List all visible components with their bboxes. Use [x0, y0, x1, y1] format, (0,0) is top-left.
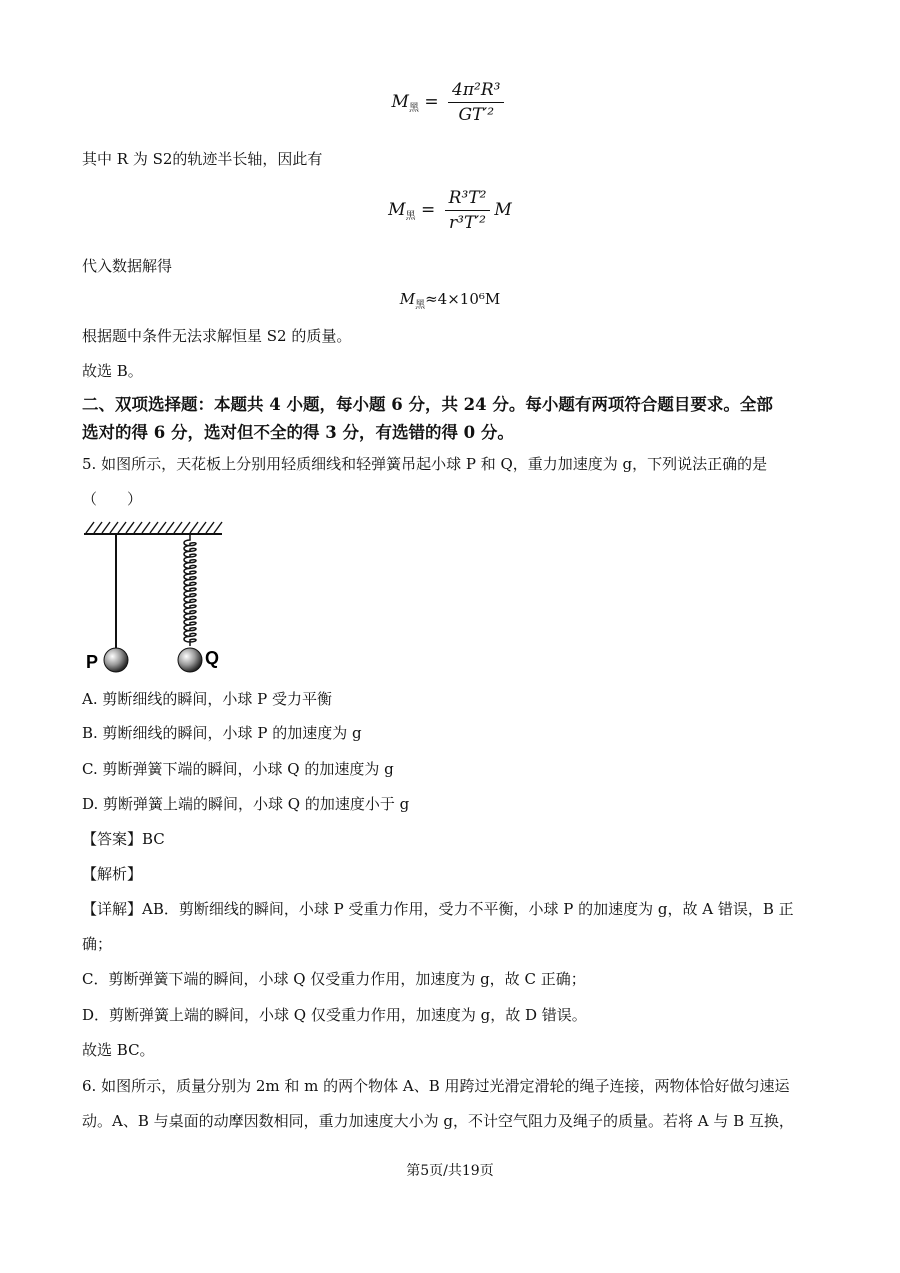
option-c: C. 剪断弹簧下端的瞬间，小球 Q 的加速度为 g	[82, 760, 394, 778]
pendulum-spring-figure	[82, 518, 242, 678]
text-line-4: 故选 B。	[82, 362, 143, 380]
formula-lhs: M	[388, 200, 406, 220]
formula-tail: M	[494, 200, 512, 220]
label-q: Q	[205, 648, 220, 668]
label-p: P	[86, 652, 99, 672]
detail-line-1: 【详解】AB．剪断细线的瞬间，小球 P 受重力作用，受力不平衡，小球 P 的加速度为 g，故 A 错误，B 正	[82, 900, 794, 918]
detail-line-3: C．剪断弹簧下端的瞬间，小球 Q 仅受重力作用，加速度为 g，故 C 正确；	[82, 970, 586, 988]
formula-black-hole-mass-1: $M_黑$ = $\frac{\text{4π²R³}}{\text{GT′²}}$	[0, 80, 900, 125]
section-title-line-1: 二、双项选择题：本题共 4 小题，每小题 6 分，共 24 分。每小题有两项符合题目要求。全部	[82, 395, 773, 414]
spring	[184, 534, 196, 646]
ball-p	[104, 648, 128, 672]
question-6-line-2: 动。A、B 与桌面的动摩因数相同，重力加速度大小为 g，不计空气阻力及绳子的质量。若将 A 与 B 互换，	[82, 1112, 794, 1130]
formula-numerator: 4π²R³	[448, 80, 504, 103]
formula-subscript: 黑	[405, 211, 416, 222]
formula-black-hole-mass-result	[0, 290, 900, 311]
formula-denominator: GT′²	[458, 105, 495, 125]
question-6-line-1: 6. 如图所示，质量分别为 2m 和 m 的两个物体 A、B 用跨过光滑定滑轮的绳子连接，两物体恰好做匀速运	[82, 1077, 790, 1095]
formula-subscript: 黑	[408, 103, 419, 114]
question-5-bracket: （ ）	[82, 490, 143, 508]
ceiling	[84, 522, 222, 534]
text-line-2: 代入数据解得	[82, 257, 173, 275]
text-line-3: 根据题中条件无法求解恒星 S2 的质量。	[82, 327, 352, 345]
page-footer: 第5页/共19页	[406, 1163, 494, 1179]
analysis-label: 【解析】	[82, 865, 143, 883]
formula-fraction	[445, 188, 491, 233]
text-line-1: 其中 R 为 S2的轨迹半长轴，因此有	[82, 150, 323, 168]
formula-numerator: R³T²	[445, 188, 491, 211]
answer-label: 【答案】BC	[82, 830, 165, 848]
formula-black-hole-mass-2: $M_黑$ = $\frac{\text{R³T²}}{\text{r³T′²}}$ M	[388, 188, 512, 233]
detail-line-4: D．剪断弹簧上端的瞬间，小球 Q 仅受重力作用，加速度为 g，故 D 错误。	[82, 1006, 587, 1024]
formula-lhs: M	[399, 290, 416, 308]
section-title-line-2: 选对的得 6 分，选对但不全的得 3 分，有选错的得 0 分。	[82, 423, 514, 442]
question-5-stem: 5. 如图所示，天花板上分别用轻质细线和轻弹簧吊起小球 P 和 Q，重力加速度为 g，下列说法正确的是	[82, 455, 768, 473]
formula-rhs: ≈4×10⁶M	[425, 290, 501, 308]
formula-lhs: M	[391, 92, 409, 112]
detail-line-2: 确；	[82, 935, 113, 953]
ball-q	[178, 648, 202, 672]
option-d: D. 剪断弹簧上端的瞬间，小球 Q 的加速度小于 g	[82, 795, 410, 813]
formula-subscript: 黑	[415, 300, 426, 311]
option-a: A. 剪断细线的瞬间，小球 P 受力平衡	[82, 690, 332, 708]
formula-denominator: r³T′²	[449, 213, 487, 233]
option-b: B. 剪断细线的瞬间，小球 P 的加速度为 g	[82, 724, 362, 742]
formula-fraction	[448, 80, 504, 125]
detail-line-5: 故选 BC。	[82, 1041, 155, 1059]
